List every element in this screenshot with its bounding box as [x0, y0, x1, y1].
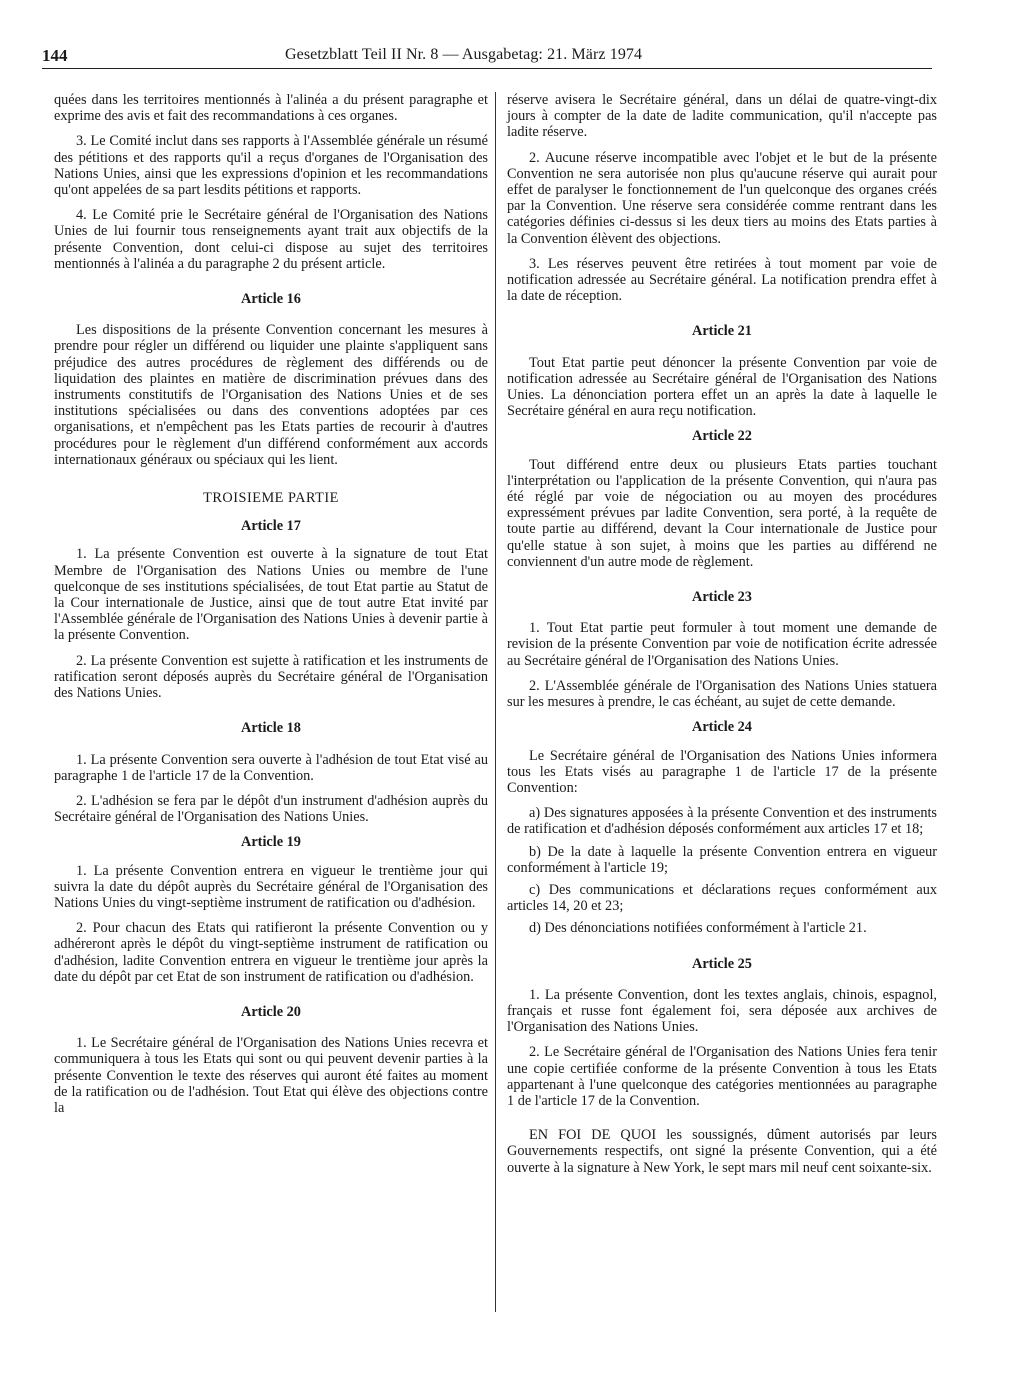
paragraph: Les dispositions de la présente Convention concernant les mesures à prendre pour régler un différend ou liquider une plainte s'appliquent sans préjudice des autres procédures de règlement des différends ou de liquidation des plaintes en matière de discrimination prévues dans des instruments constitutifs de l'Organisation des Nations Unies et de ses institutions spécialisées ou dans des conventions adoptées par ces organisations, et n'empêchent pas les Etats parties de recourir à d'autres procédures pour le règlement d'un différend conformément aux accords internationaux généraux ou spéciaux qui les lient. — [54, 322, 488, 468]
paragraph: 1. La présente Convention, dont les textes anglais, chinois, espagnol, français et russe font également foi, sera déposée aux archives de l'Organisation des Nations Unies. — [507, 986, 937, 1036]
paragraph: Le Secrétaire général de l'Organisation des Nations Unies informera tous les Etats visés au paragraphe 1 de l'article 17 de la présente Convention: — [507, 747, 937, 796]
paragraph: 4. Le Comité prie le Secrétaire général de l'Organisation des Nations Unies de lui fournir tous renseignements ayant trait aux objectifs de la présente Convention, dont celui-ci dispose au sujet des territoires mentionnés à l'alinéa a du paragraphe 2 du présent article. — [54, 207, 488, 272]
paragraph: 2. L'adhésion se fera par le dépôt d'un instrument d'adhésion auprès du Secrétaire général de l'Organisation des Nations Unies. — [54, 792, 488, 826]
header-rule — [42, 68, 932, 69]
article-heading: Article 22 — [692, 428, 752, 445]
paragraph: 1. Tout Etat partie peut formuler à tout moment une demande de revision de la présente Convention par voie de notification écrite adressée au Secrétaire général de l'Organisation des Nations Unies. — [507, 620, 937, 669]
article-heading: Article 20 — [241, 1003, 301, 1020]
page-header — [42, 46, 932, 68]
paragraph: 1. La présente Convention entrera en vigueur le trentième jour qui suivra la date du dépôt auprès du Secrétaire général de l'Organisation des Nations Unies du vingt-septième instrument de ratification ou d'adhésion. — [54, 862, 488, 911]
page-number: 144 — [42, 46, 68, 65]
paragraph: réserve avisera le Secrétaire général, dans un délai de quatre-vingt-dix jours à compter de la date de ladite communication, qu'il n'accepte pas ladite réserve. — [507, 92, 937, 141]
list-item: a) Des signatures apposées à la présente Convention et des instruments de ratification et d'adhésion déposés conformément aux articles 17 et 18; — [507, 805, 937, 838]
article-heading: Article 21 — [692, 323, 752, 340]
running-title: Gesetzblatt Teil II Nr. 8 — Ausgabetag: 21. März 1974 — [285, 46, 643, 63]
paragraph: 2. La présente Convention est sujette à ratification et les instruments de ratification seront déposés auprès du Secrétaire général de l'Organisation des Nations Unies. — [54, 652, 488, 702]
article-heading: Article 23 — [692, 589, 752, 606]
paragraph: 3. Les réserves peuvent être retirées à tout moment par voie de notification adressée au Secrétaire général. La notification prendra effet à la date de réception. — [507, 255, 937, 305]
article-heading: Article 19 — [241, 834, 301, 851]
article-heading: Article 16 — [241, 291, 301, 308]
article-heading: Article 25 — [692, 955, 752, 972]
paragraph: 1. Le Secrétaire général de l'Organisation des Nations Unies recevra et communiquera à tous les Etats qui sont ou qui peuvent devenir parties à la présente Convention le texte des réserves qui auront été faites au moment de la ratification ou de l'adhésion. Tout Etat qui élève des objections contre la — [54, 1035, 488, 1116]
paragraph: 2. Pour chacun des Etats qui ratifieront la présente Convention ou y adhéreront après le dépôt du vingt-septième instrument de ratification ou d'adhésion, ladite Convention entrera en vigueur le trentième jour après la date du dépôt par cet Etat de son instrument de ratification ou d'adhésion. — [54, 920, 488, 985]
paragraph: 2. Le Secrétaire général de l'Organisation des Nations Unies fera tenir une copie certifiée conforme de la présente Convention à tous les Etats appartenant à l'une quelconque des catégories mentionnées au paragraphe 1 de l'article 17 de la Convention. — [507, 1044, 937, 1109]
column-divider — [495, 92, 496, 1312]
list-item: c) Des communications et déclarations reçues conformément aux articles 14, 20 et 23; — [507, 881, 937, 915]
right-column — [507, 92, 937, 1185]
paragraph: 1. La présente Convention sera ouverte à l'adhésion de tout Etat visé au paragraphe 1 de l'article 17 de la Convention. — [54, 751, 488, 784]
closing-paragraph: EN FOI DE QUOI les soussignés, dûment autorisés par leurs Gouvernements respectifs, ont signé la présente Convention, qui a été ouverte à la signature à New York, le sept mars mil neuf cent soixante-six. — [507, 1127, 937, 1176]
article-heading: Article 18 — [241, 720, 301, 737]
article-heading: Article 17 — [241, 518, 301, 535]
list-item: d) Des dénonciations notifiées conformément à l'article 21. — [529, 920, 867, 937]
article-heading: Article 24 — [692, 719, 752, 736]
paragraph: Tout différend entre deux ou plusieurs Etats parties touchant l'interprétation ou l'application de la présente Convention, qui n'aura pas été réglé par voie de négociation ou au moyen des procédures expressément prévues par ladite Convention, sera porté, à la requête de toute partie au différend, devant la Cour internationale de Justice pour qu'elle statue à son sujet, à moins que les parties au différend ne conviennent d'un autre mode de règlement. — [507, 456, 937, 570]
paragraph: Tout Etat partie peut dénoncer la présente Convention par voie de notification adressée au Secrétaire général de l'Organisation des Nations Unies. La dénonciation portera effet un an après la date à laquelle le Secrétaire général en aura reçu notification. — [507, 354, 937, 420]
paragraph: 2. L'Assemblée générale de l'Organisation des Nations Unies statuera sur les mesures à prendre, le cas échéant, au sujet de cette demande. — [507, 677, 937, 711]
paragraph: 1. La présente Convention est ouverte à la signature de tout Etat Membre de l'Organisation des Nations Unies ou membre de l'une quelconque de ses institutions spécialisées, de tout Etat partie au Statut de la Cour internationale de Justice, ainsi que de tout autre Etat invité par l'Assemblée générale de l'Organisation des Nations Unies à devenir partie à la présente Convention. — [54, 546, 488, 644]
list-item: b) De la date à laquelle la présente Convention entrera en vigueur conformément à l'article 19; — [507, 843, 937, 876]
paragraph: quées dans les territoires mentionnés à l'alinéa a du présent paragraphe et exprime des avis et fait des recommandations à ces organes. — [54, 92, 488, 125]
part-heading: TROISIEME PARTIE — [203, 490, 339, 507]
paragraph: 2. Aucune réserve incompatible avec l'objet et le but de la présente Convention ne sera autorisée non plus qu'aucune réserve qui aurait pour effet de paralyser le fonctionnement de l'un quelconque des organes créés par la Convention. Une réserve sera considérée comme rentrant dans les catégories définies ci-dessus si les deux tiers au moins des Etats parties à la Convention élèvent des objections. — [507, 149, 937, 247]
paragraph: 3. Le Comité inclut dans ses rapports à l'Assemblée générale un résumé des pétitions et des rapports qu'il a reçus d'organes de l'Organisation des Nations Unies, ainsi que les expressions d'opinion et les recommandations qu'ont appelées de sa part lesdits pétitions et rapports. — [54, 133, 488, 199]
left-column — [54, 92, 488, 1125]
